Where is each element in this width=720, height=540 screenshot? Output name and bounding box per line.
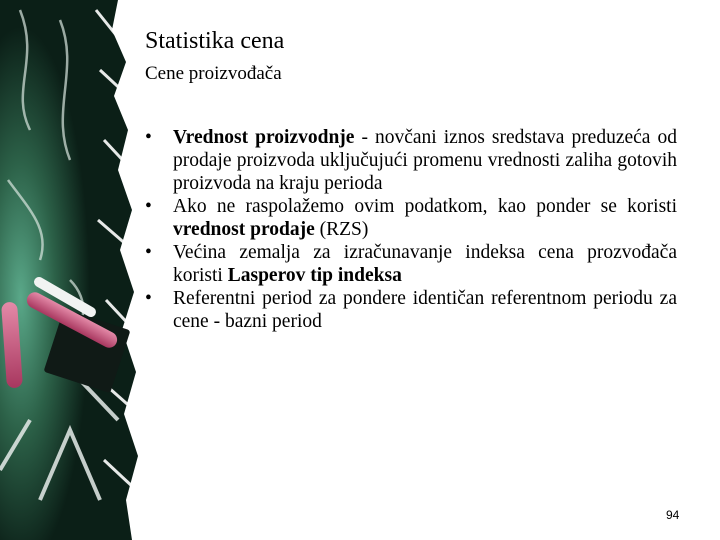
slide-title: Statistika cena [145, 28, 285, 54]
bullet-item [145, 126, 677, 195]
bullet-bold-text: Lasperov tip indeksa [227, 265, 402, 286]
bullet-text: Ako ne raspolažemo ovim podatkom, kao ponder se koristi [173, 196, 677, 217]
bullet-text: - novčani iznos sredstava preduzeća od prodaje proizvoda uključujući promenu vrednosti zaliha gotovih proizvoda na kraju perioda [173, 127, 677, 194]
bullet-item [145, 241, 677, 287]
bullet-text: Referentni period za pondere identičan referentnom periodu za cene - bazni period [173, 288, 677, 332]
bullet-text: (RZS) [314, 219, 369, 240]
bullet-bold-text: vrednost prodaje [173, 219, 315, 240]
bullet-item [145, 195, 677, 241]
page-number: 94 [666, 508, 680, 522]
bullet-item [145, 287, 677, 333]
bullet-text: Većina zemalja za izračunavanje indeksa cena prozvođača koristi [173, 242, 677, 286]
bullet-dot-icon: • [145, 127, 152, 148]
bullet-dot-icon: • [145, 288, 152, 309]
slide-subtitle: Cene proizvođača [145, 63, 282, 84]
bullet-dot-icon: • [145, 242, 152, 263]
bullet-bold-lead: Vrednost proizvodnje [173, 127, 355, 148]
bullet-list [145, 126, 677, 333]
bullet-dot-icon: • [145, 196, 152, 217]
